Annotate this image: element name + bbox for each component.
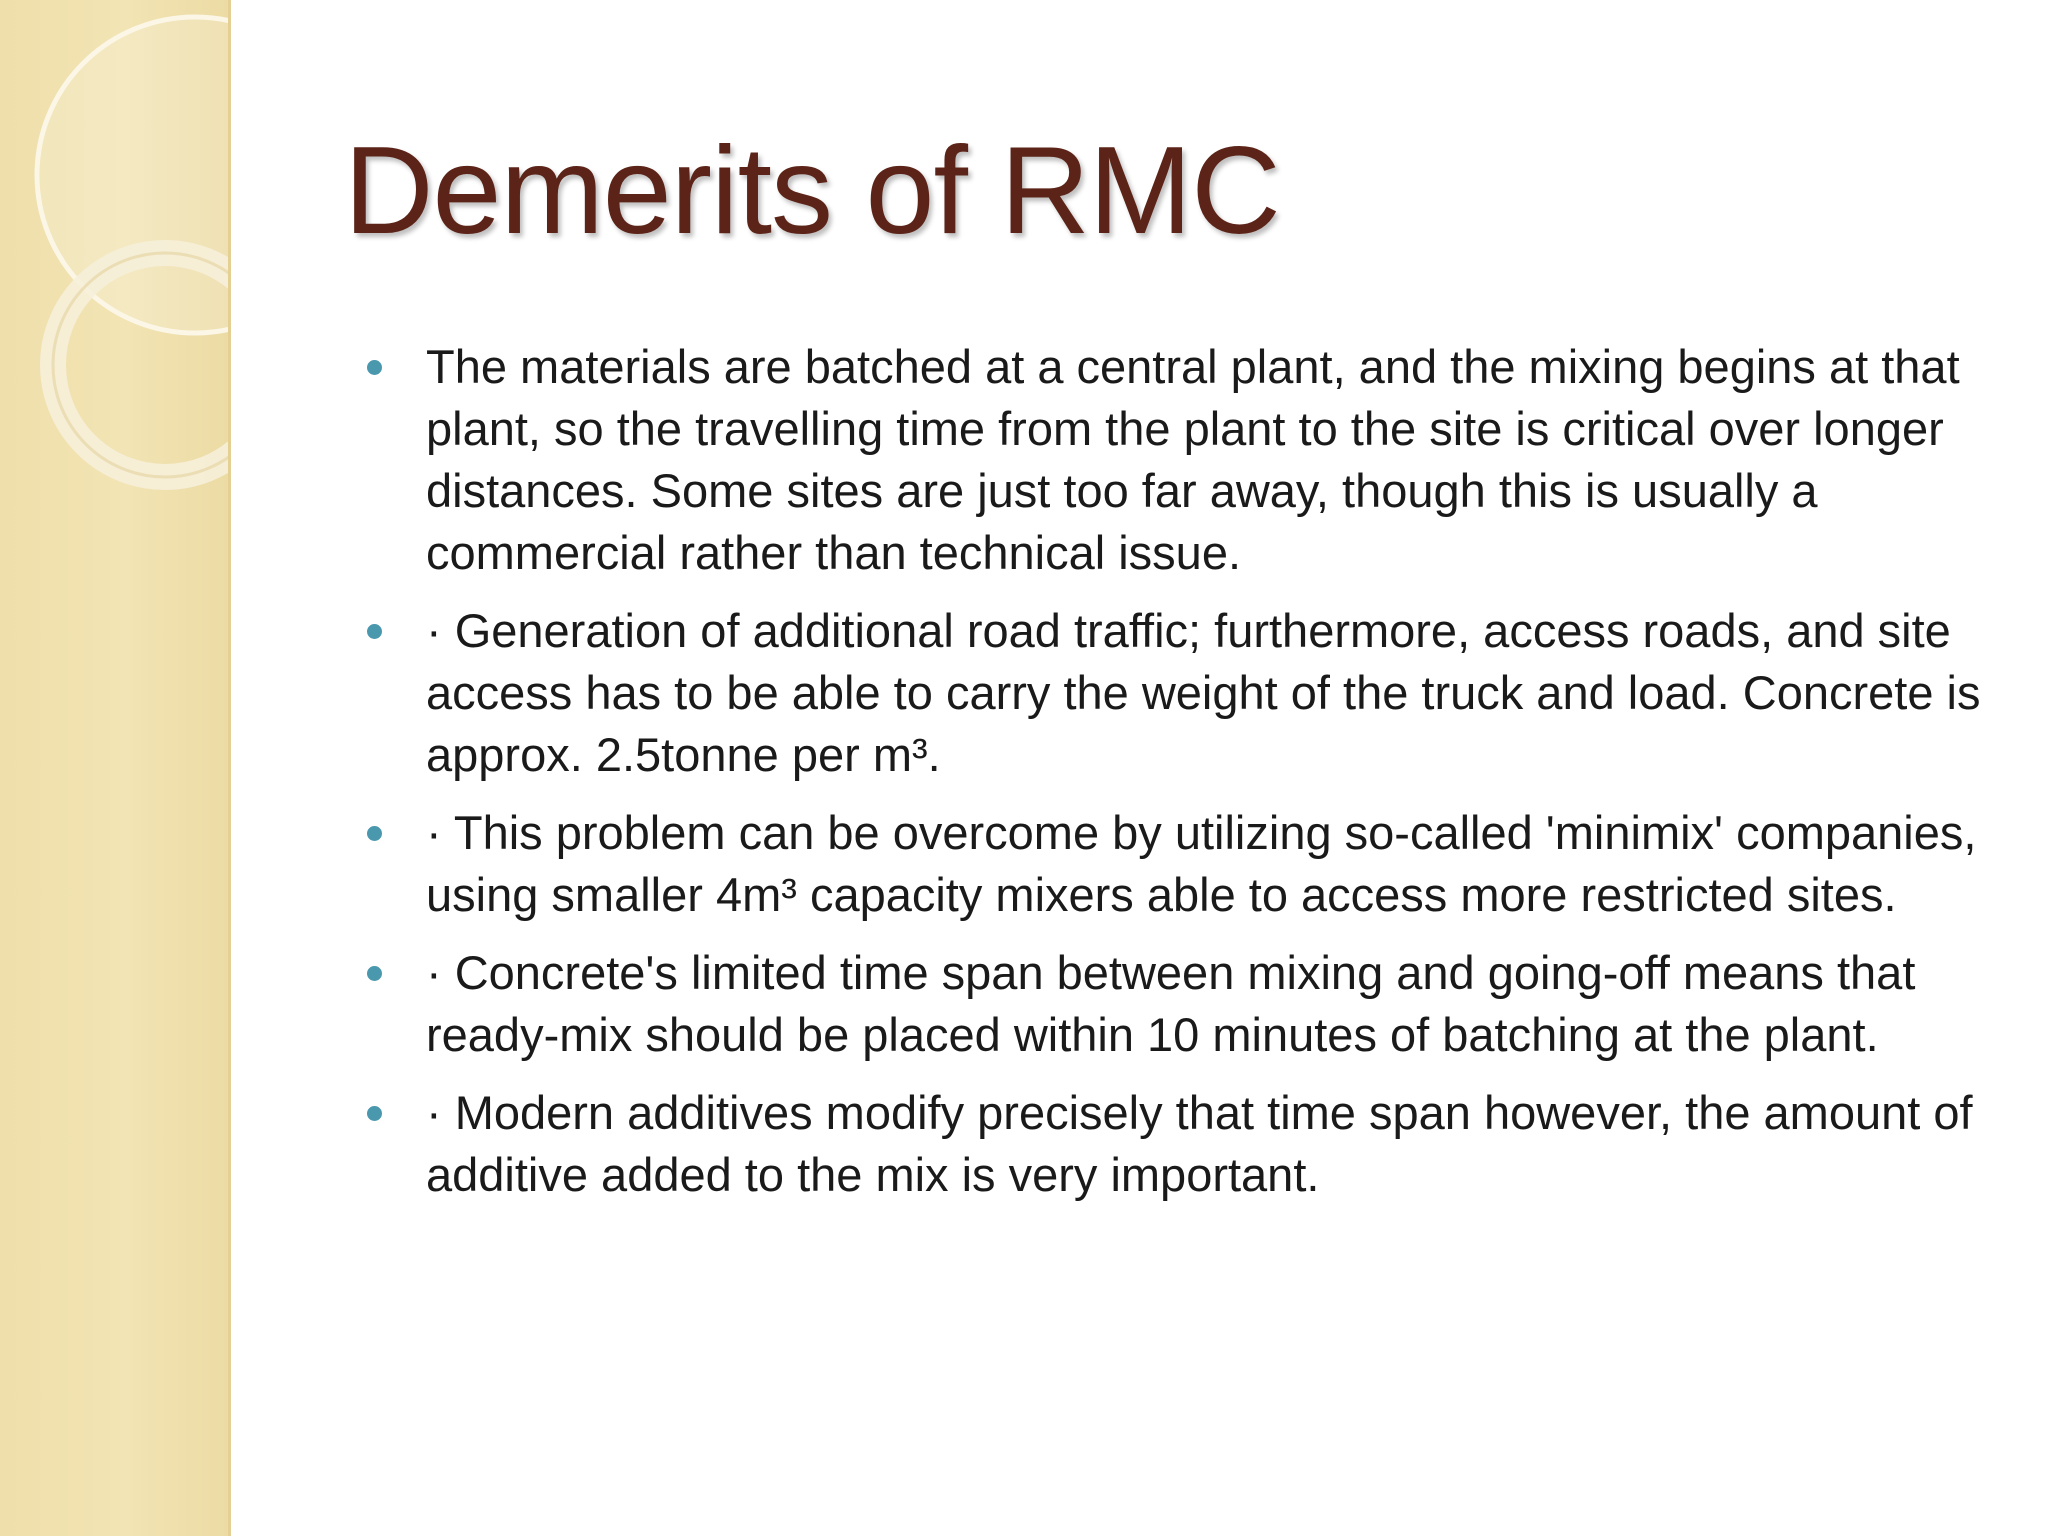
bullet-item <box>358 1082 1998 1206</box>
bullet-item <box>358 942 1998 1066</box>
bullet-dot-icon <box>367 1106 382 1121</box>
bullet-dot-icon <box>367 966 382 981</box>
bullet-item <box>358 600 1998 786</box>
bullet-text: The materials are batched at a central plant, and the mixing begins at that plant, so the travelling time from the plant to the site is critical over longer distances. Some sites are just too far away, though this is usually a commercial rather than technical issue. <box>426 340 1960 579</box>
bullet-dot-icon <box>367 624 382 639</box>
bullet-item <box>358 336 1998 584</box>
bullet-text: · This problem can be overcome by utilizing so-called 'minimix' companies, using smaller 4m³ capacity mixers able to access more restricted sites. <box>426 806 1977 921</box>
bullet-item <box>358 802 1998 926</box>
bullet-dot-icon <box>367 826 382 841</box>
bullet-dot-icon <box>367 360 382 375</box>
bullet-text: · Modern additives modify precisely that time span however, the amount of additive added to the mix is very important. <box>426 1086 1973 1201</box>
slide-title: Demerits of RMC <box>344 122 1280 260</box>
decorative-rings-graphic <box>0 0 228 520</box>
bullet-list <box>358 336 1998 1222</box>
bullet-text: · Generation of additional road traffic; furthermore, access roads, and site access has to be able to carry the weight of the truck and load. Concrete is approx. 2.5tonne per m³. <box>426 604 1981 781</box>
decorative-side-panel <box>0 0 231 1536</box>
bullet-text: · Concrete's limited time span between mixing and going-off means that ready-mix should be placed within 10 minutes of batching at the plant. <box>426 946 1916 1061</box>
